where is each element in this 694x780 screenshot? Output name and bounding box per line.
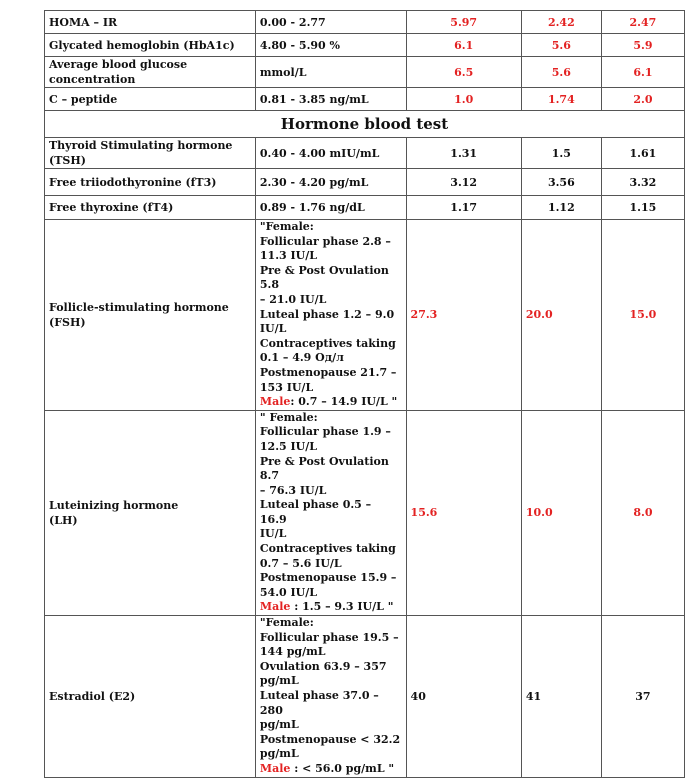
reference-range	[255, 616, 406, 778]
range-line: 54.0 IU/L	[259, 585, 318, 599]
result-value-3: 8.0	[601, 410, 684, 615]
test-name: Follicle-stimulating hormone (FSH)	[45, 220, 256, 411]
result-value-3: 6.1	[601, 57, 684, 88]
reference-range: 0.40 - 4.00 mIU/mL	[255, 138, 406, 169]
range-line: Contraceptives taking	[259, 542, 396, 556]
test-name: C – peptide	[45, 88, 256, 111]
test-name: HOMA – IR	[45, 11, 256, 34]
range-line: Follicular phase 2.8 –	[259, 234, 391, 248]
result-value-1: 15.6	[406, 410, 521, 615]
range-line: Ovulation 63.9 – 357	[259, 659, 387, 673]
male-range-line	[260, 395, 402, 410]
result-value-3: 3.32	[601, 169, 684, 196]
range-line: Postmenopause 15.9 –	[259, 571, 397, 585]
range-line: Luteal phase 0.5 – 16.9	[259, 498, 372, 526]
result-value-2: 3.56	[521, 169, 601, 196]
test-name: Thyroid Stimulating hormone (TSH)	[45, 138, 256, 169]
range-line: IU/L	[259, 527, 287, 541]
range-line: " Female:	[259, 410, 318, 424]
table-row	[45, 88, 685, 111]
result-value-3: 15.0	[601, 220, 684, 411]
result-value-2: 20.0	[521, 220, 601, 411]
range-line: Follicular phase 19.5 –	[259, 630, 399, 644]
test-name-line: (LH)	[49, 513, 78, 527]
result-value-3: 1.61	[601, 138, 684, 169]
range-line: Postmenopause 21.7 –	[259, 365, 397, 379]
test-name: Free thyroxine (fT4)	[45, 196, 256, 220]
range-line: Luteal phase 1.2 – 9.0	[259, 307, 395, 321]
test-name: Free triiodothyronine (fT3)	[45, 169, 256, 196]
table-row-estradiol	[45, 616, 685, 778]
male-range: : 1.5 – 9.3 IU/L "	[290, 600, 394, 614]
range-line: – 76.3 IU/L	[259, 483, 327, 497]
range-line: pg/mL	[259, 747, 299, 761]
range-line: – 21.0 IU/L	[259, 292, 327, 306]
range-line: IU/L	[259, 322, 287, 336]
result-value-3: 1.15	[601, 196, 684, 220]
male-label: Male	[259, 600, 291, 614]
result-value-1: 6.5	[406, 57, 521, 88]
result-value-1: 27.3	[406, 220, 521, 411]
result-value-1: 3.12	[406, 169, 521, 196]
result-value-1: 1.31	[406, 138, 521, 169]
result-value-3: 5.9	[601, 34, 684, 57]
range-line: Luteal phase 37.0 – 280	[259, 689, 379, 717]
table-row	[45, 34, 685, 57]
male-label: Male	[259, 395, 291, 409]
test-name: Average blood glucose concentration	[45, 57, 256, 88]
result-value-2: 5.6	[521, 34, 601, 57]
test-name	[45, 410, 256, 615]
reference-range: 0.00 - 2.77	[255, 11, 406, 34]
table-row	[45, 11, 685, 34]
test-name: Glycated hemoglobin (HbA1c)	[45, 34, 256, 57]
table-body	[45, 11, 685, 778]
section-title: Hormone blood test	[45, 111, 685, 138]
male-range: : 0.7 – 14.9 IU/L "	[290, 395, 398, 409]
result-value-1: 6.1	[406, 34, 521, 57]
reference-range	[255, 220, 406, 411]
result-value-2: 1.12	[521, 196, 601, 220]
range-line: 11.3 IU/L	[259, 249, 318, 263]
range-line: 144 pg/mL	[259, 645, 326, 659]
table-row	[45, 138, 685, 169]
result-value-2: 10.0	[521, 410, 601, 615]
result-value-2: 5.6	[521, 57, 601, 88]
result-value-1: 1.0	[406, 88, 521, 111]
test-name: Estradiol (E2)	[45, 616, 256, 778]
male-range-line	[260, 600, 402, 615]
table-row	[45, 57, 685, 88]
result-value-2: 1.5	[521, 138, 601, 169]
test-name-line: Luteinizing hormone	[49, 498, 179, 512]
reference-range: mmol/L	[255, 57, 406, 88]
range-line: Contraceptives taking	[259, 336, 396, 350]
reference-range: 4.80 - 5.90 %	[255, 34, 406, 57]
range-line: 0.1 – 4.9 Од/л	[259, 351, 344, 365]
reference-range: 2.30 - 4.20 pg/mL	[255, 169, 406, 196]
range-line: Postmenopause < 32.2	[259, 732, 401, 746]
result-value-3: 2.0	[601, 88, 684, 111]
result-value-1: 40	[406, 616, 521, 778]
range-line: 12.5 IU/L	[259, 439, 318, 453]
table-row-lh	[45, 410, 685, 615]
range-line: 153 IU/L	[259, 380, 314, 394]
male-range-line	[260, 762, 402, 777]
table-row	[45, 196, 685, 220]
result-value-2: 41	[521, 616, 601, 778]
reference-range	[255, 410, 406, 615]
result-value-2: 2.42	[521, 11, 601, 34]
reference-range: 0.89 - 1.76 ng/dL	[255, 196, 406, 220]
result-value-3: 37	[601, 616, 684, 778]
reference-range: 0.81 - 3.85 ng/mL	[255, 88, 406, 111]
result-value-1: 5.97	[406, 11, 521, 34]
table-row	[45, 169, 685, 196]
range-line: "Female:	[259, 616, 314, 630]
result-value-2: 1.74	[521, 88, 601, 111]
range-line: Pre & Post Ovulation 5.8	[259, 263, 389, 292]
male-label: Male	[259, 761, 291, 775]
range-line: Follicular phase 1.9 –	[259, 425, 391, 439]
male-range: : < 56.0 pg/mL "	[290, 761, 395, 775]
lab-results-table	[44, 10, 685, 778]
result-value-3: 2.47	[601, 11, 684, 34]
range-line: pg/mL	[259, 674, 299, 688]
range-line: "Female:	[259, 220, 314, 233]
range-line: 0.7 – 5.6 IU/L	[259, 556, 342, 570]
range-line: pg/mL	[259, 718, 299, 732]
range-line: Pre & Post Ovulation 8.7	[259, 454, 389, 483]
section-header-row	[45, 111, 685, 138]
result-value-1: 1.17	[406, 196, 521, 220]
table-row-fsh	[45, 220, 685, 411]
